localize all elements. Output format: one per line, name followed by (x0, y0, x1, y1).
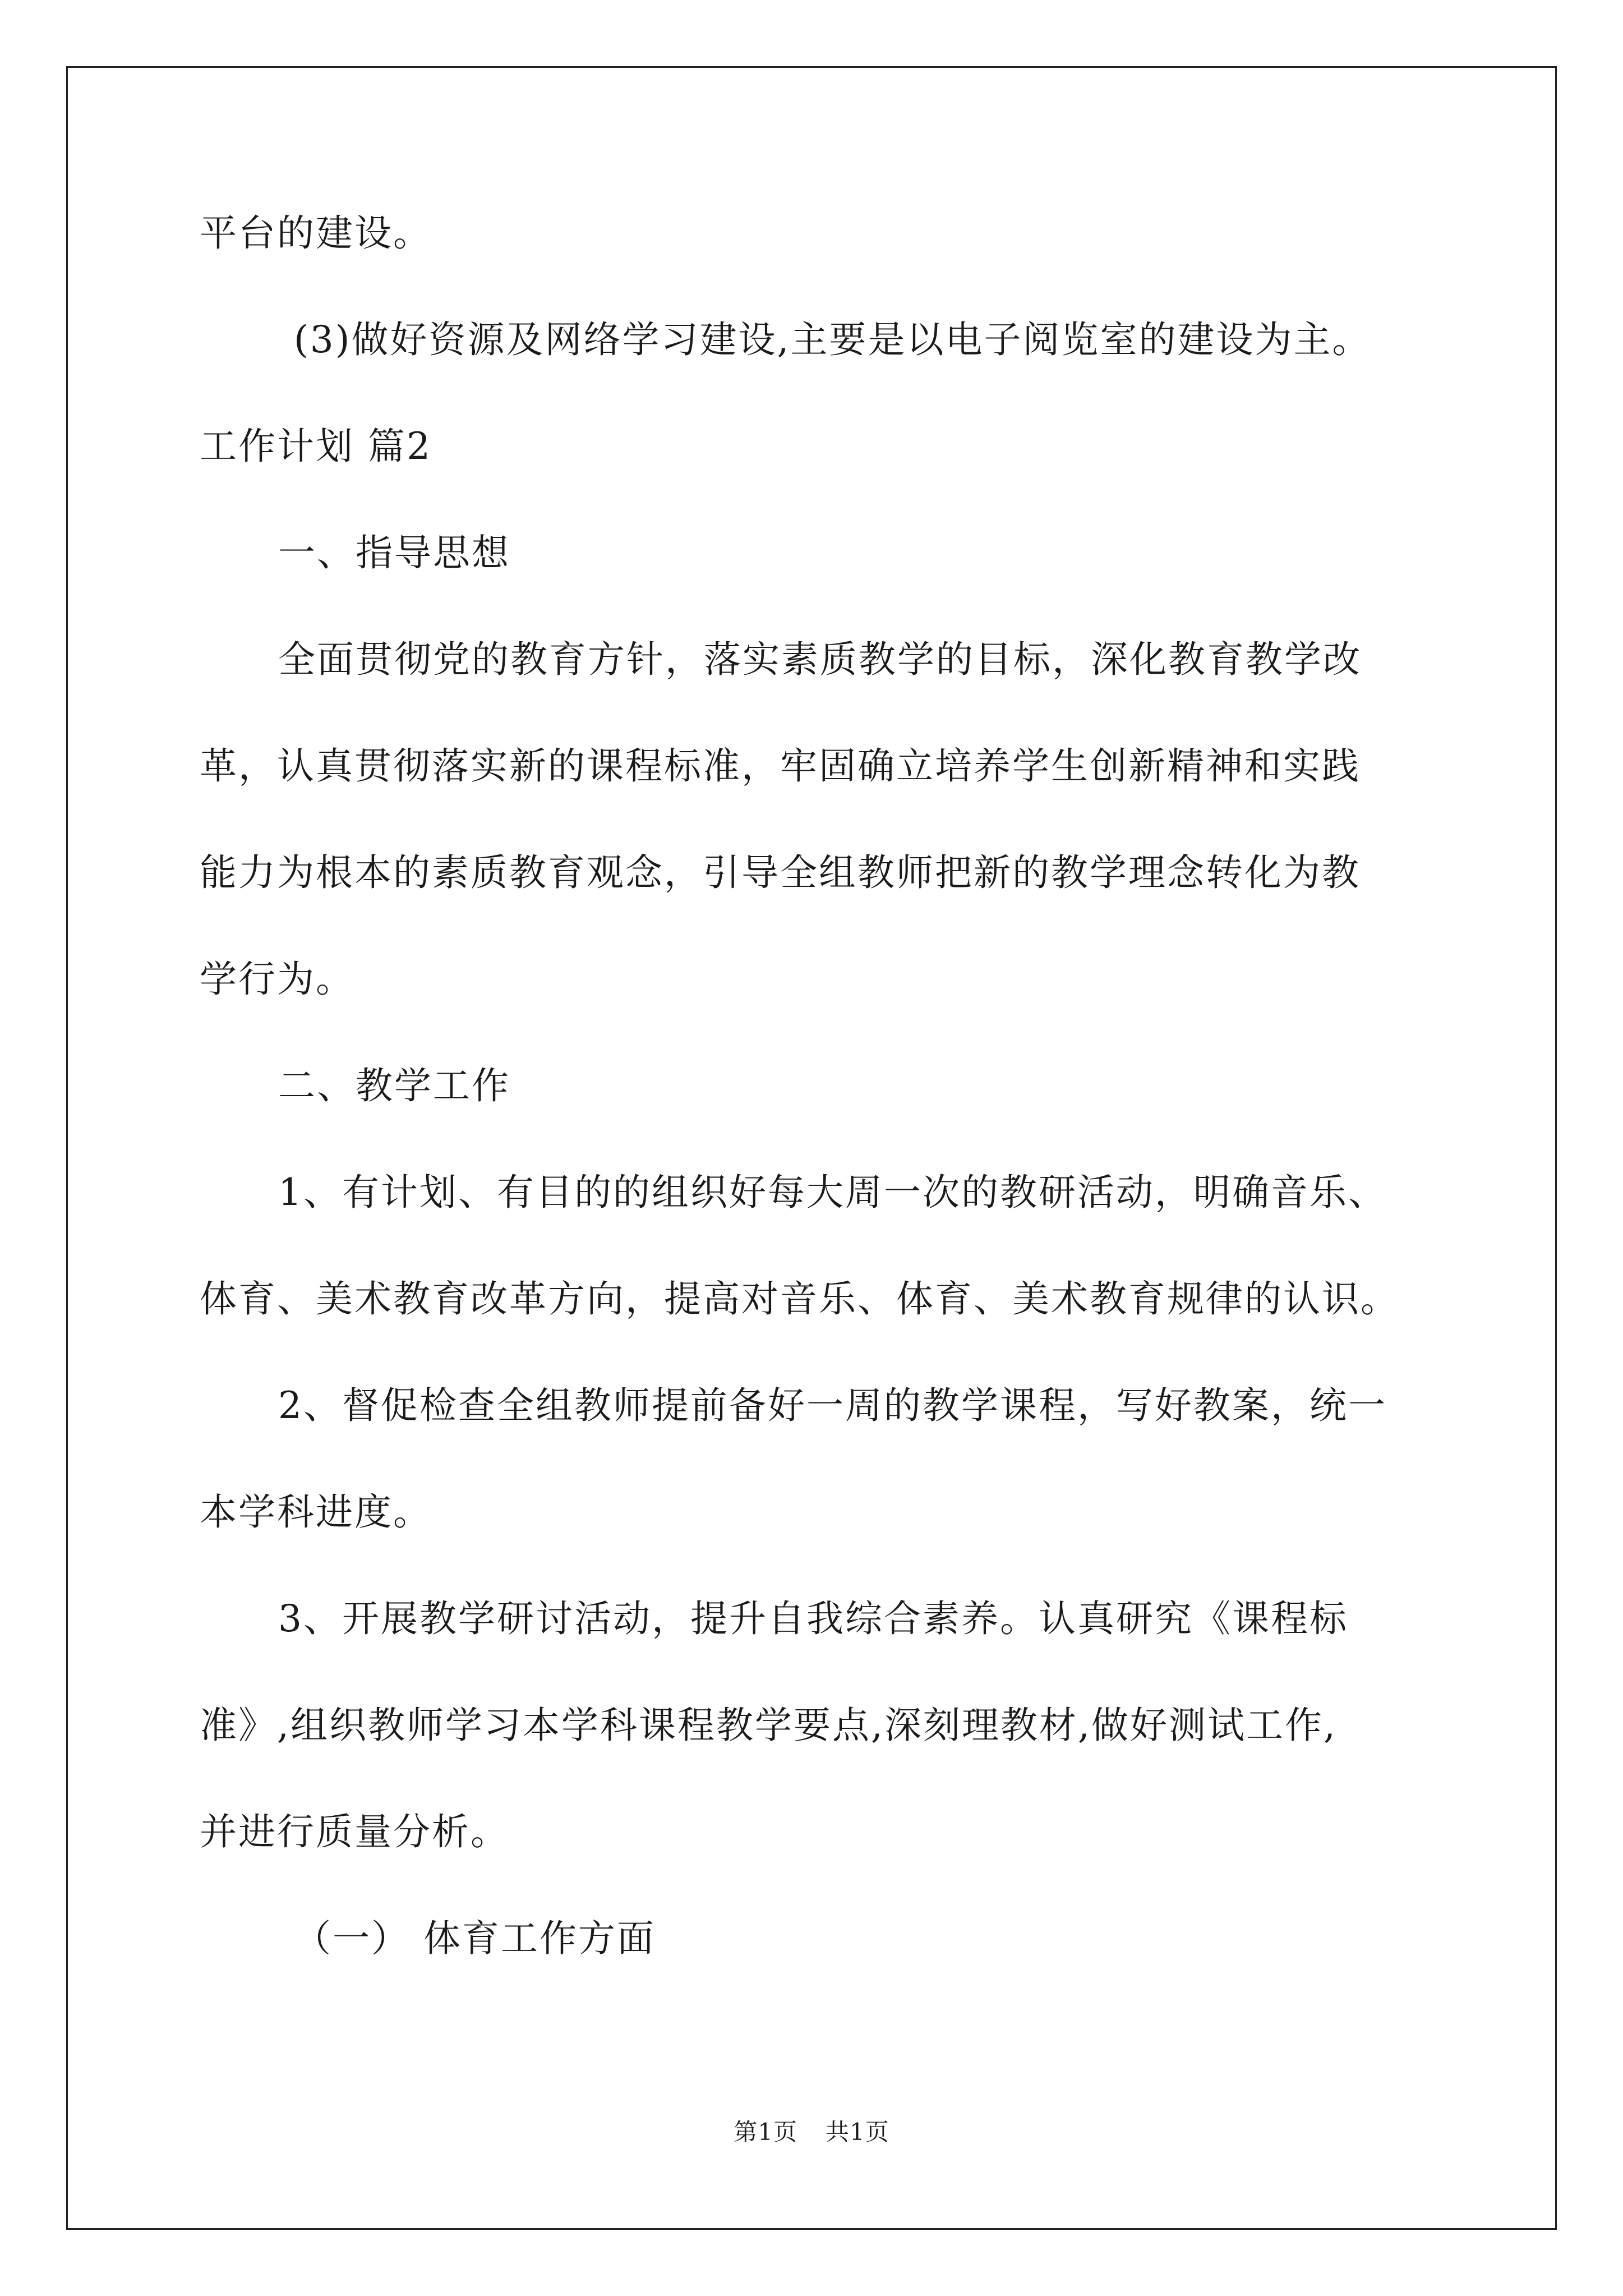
text-line: 2、督促检查全组教师提前备好一周的教学课程，写好教案，统一 (278, 1384, 1387, 1427)
text-line: 并进行质量分析。 (200, 1810, 509, 1853)
text-line: 1、有计划、有目的的组织好每大周一次的教研活动，明确音乐、 (278, 1171, 1387, 1214)
page-footer (0, 2118, 1623, 2147)
text-line: (3)做好资源及网络学习建设,主要是以电子阅览室的建设为主。 (294, 318, 1371, 361)
text-line: 体育、美术教育改革方向，提高对音乐、体育、美术教育规律的认识。 (200, 1277, 1399, 1320)
text-line: 全面贯彻党的教育方针，落实素质教学的目标，深化教育教学改 (278, 638, 1362, 681)
page-number: 第1页 (734, 2118, 797, 2146)
text-line: 能力为根本的素质教育观念，引导全组教师把新的教学理念转化为教 (200, 851, 1361, 894)
page-border (66, 66, 1557, 2230)
text-line: 平台的建设。 (200, 211, 432, 255)
text-line: 准》,组织教师学习本学科课程教学要点,深刻理教材,做好测试工作, (200, 1704, 1337, 1747)
page-total: 共1页 (826, 2118, 889, 2146)
text-line: 学行为。 (200, 958, 354, 1001)
subsection-heading: 一、指导思想 (278, 531, 510, 574)
text-line: 本学科进度。 (200, 1490, 432, 1534)
subsection-heading: 二、教学工作 (278, 1064, 510, 1107)
text-line: 3、开展教学研讨活动，提升自我综合素养。认真研究《课程标 (278, 1597, 1348, 1640)
subsection-heading: （一） 体育工作方面 (294, 1917, 656, 1960)
text-line: 革，认真贯彻落实新的课程标准，牢固确立培养学生创新精神和实践 (200, 744, 1361, 788)
section-heading: 工作计划 篇2 (200, 425, 432, 468)
